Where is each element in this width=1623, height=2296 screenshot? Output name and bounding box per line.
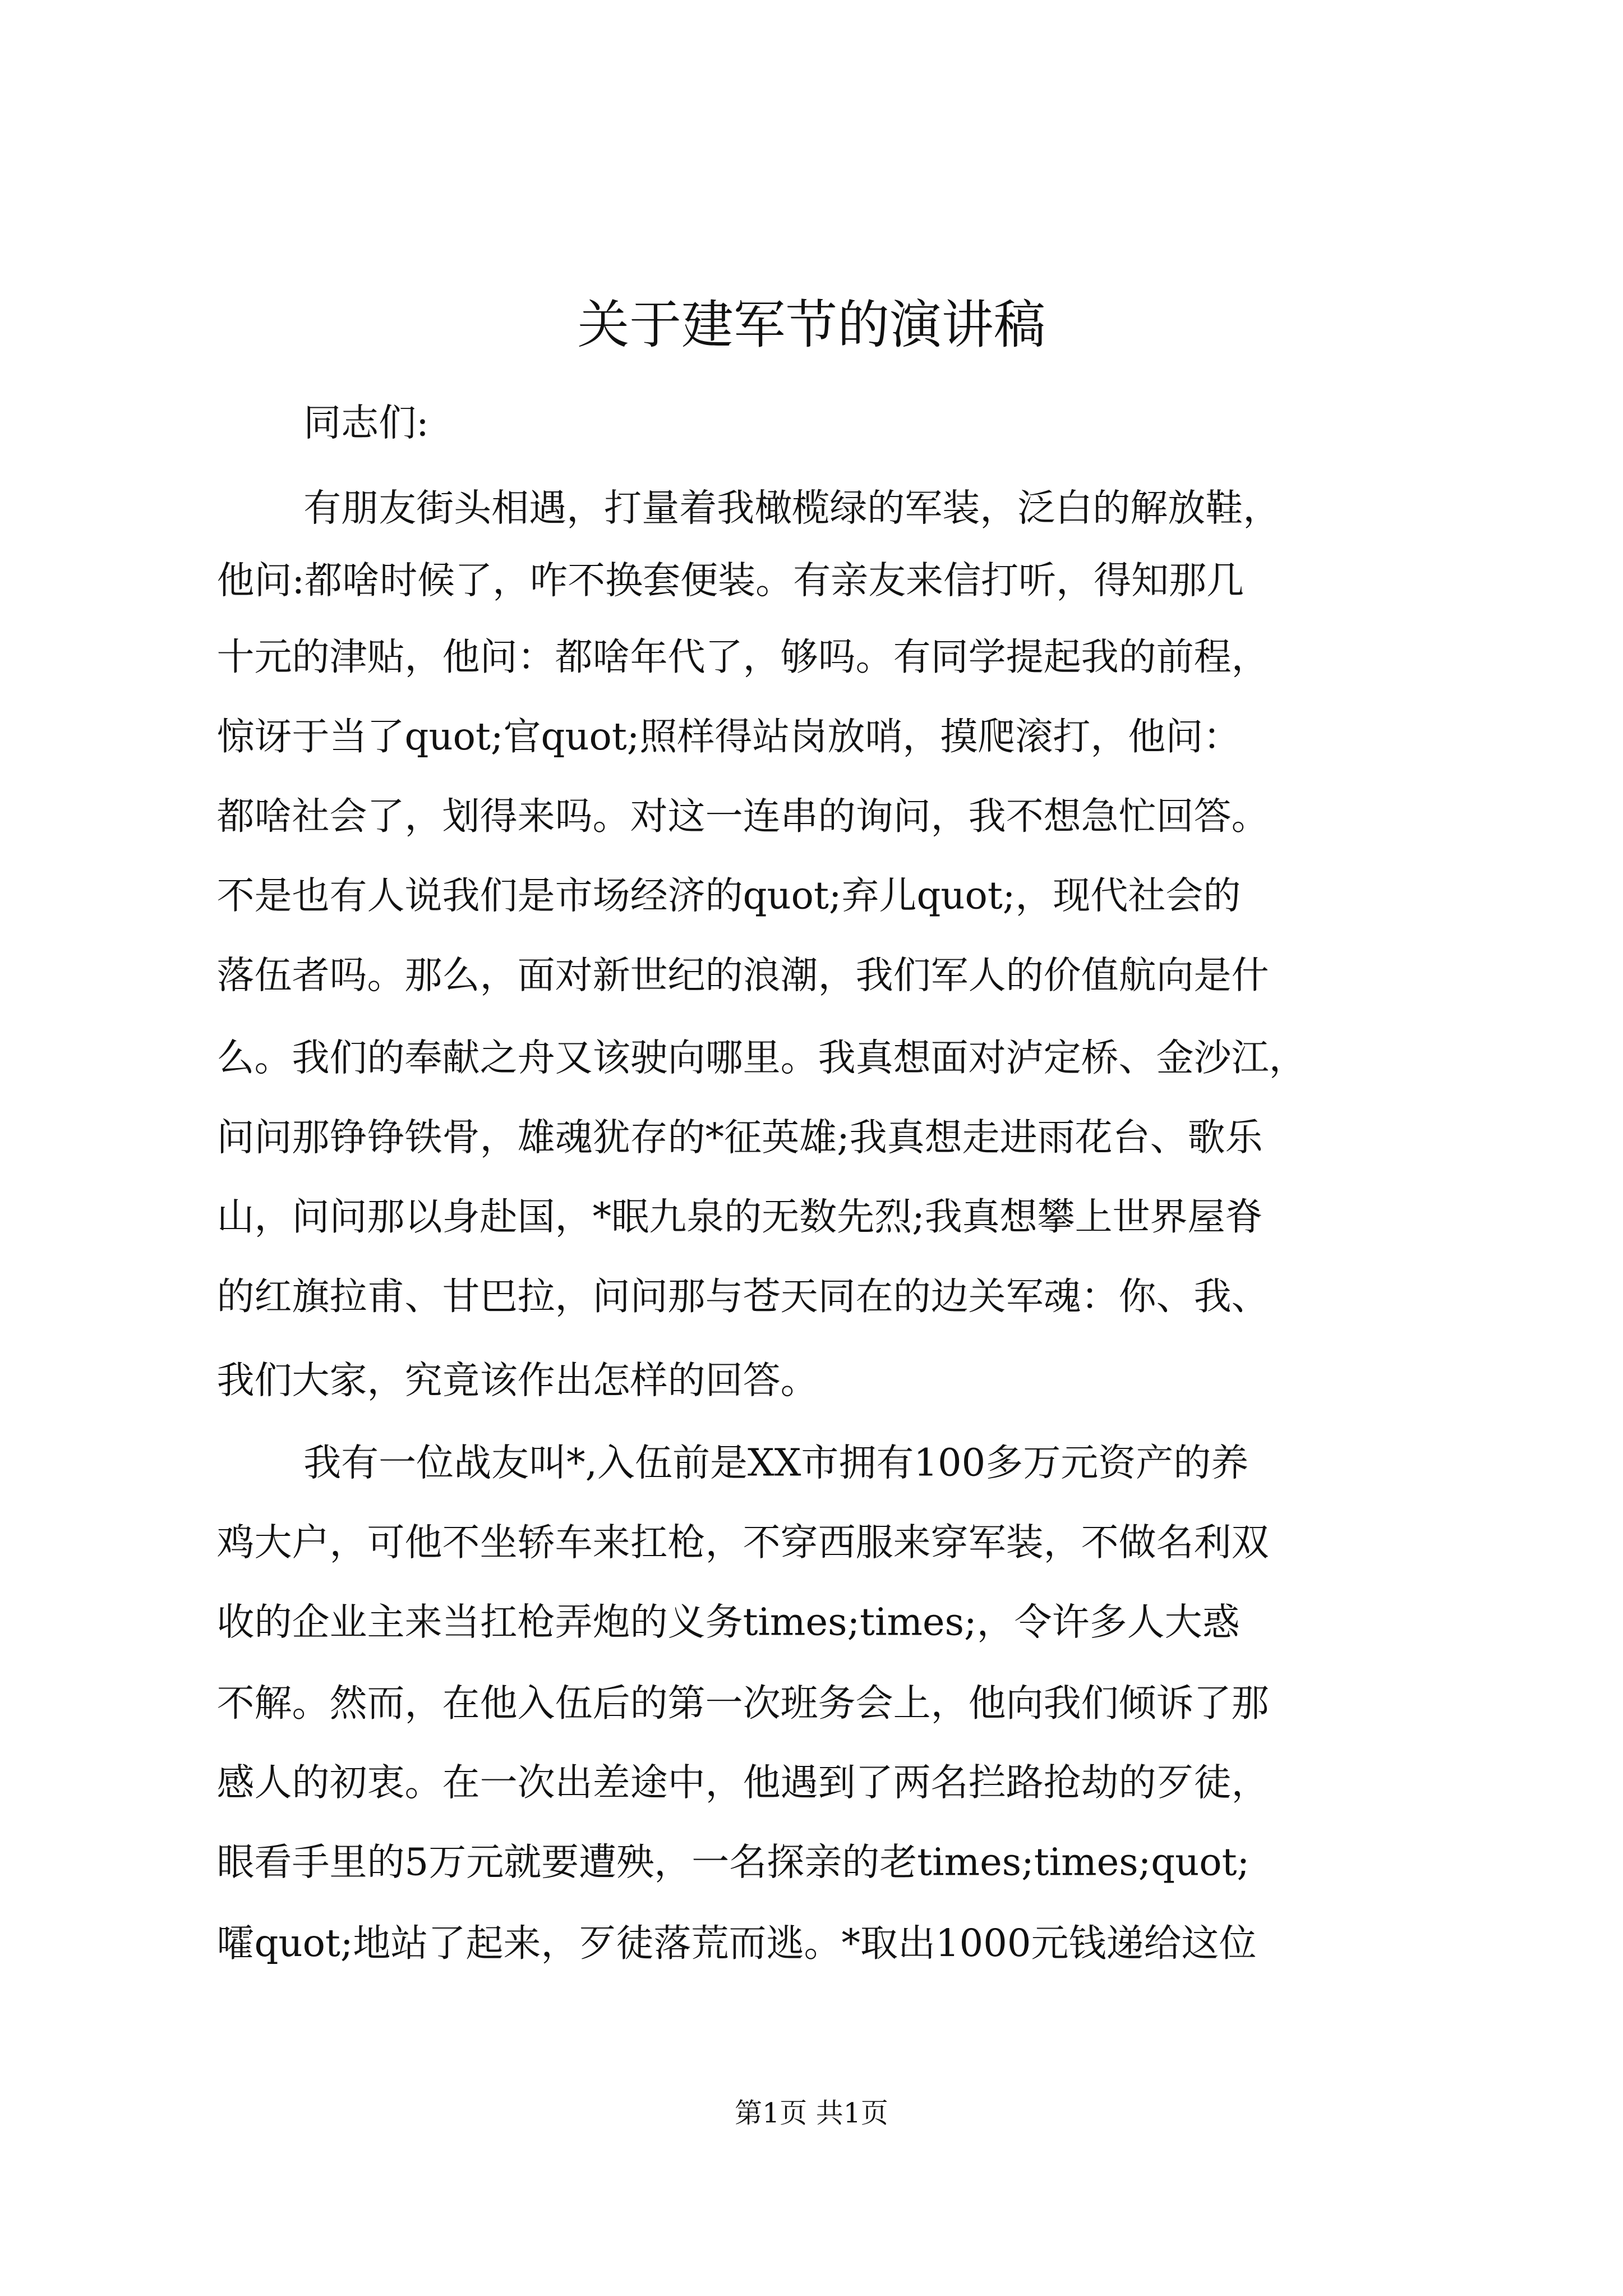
paragraph-line: 他问:都啥时候了，咋不换套便装。有亲友来信打听，得知那几 [216,560,1244,604]
paragraph-line: 我有一位战友叫*,入伍前是XX市拥有100多万元资产的养 [303,1442,1249,1486]
paragraph-line: 惊讶于当了quot;官quot;照样得站岗放哨，摸爬滚打，他问： [216,716,1241,760]
paragraph-line: 都啥社会了，划得来吗。对这一连串的询问，我不想急忙回答。 [216,795,1269,839]
salutation: 同志们: [303,402,429,446]
document-title: 关于建军节的演讲稿 [577,296,1046,356]
paragraph-line: 我们大家，究竟该作出怎样的回答。 [216,1360,818,1404]
paragraph-line: 收的企业主来当扛枪弄炮的义务times;times;，令许多人大惑 [216,1602,1240,1645]
paragraph-line: 有朋友街头相遇，打量着我橄榄绿的军装，泛白的解放鞋， [303,487,1281,531]
paragraph-line: 鸡大户，可他不坐轿车来扛枪，不穿西服来穿军装，不做名利双 [216,1522,1269,1566]
paragraph-line: 的红旗拉甫、甘巴拉，问问那与苍天同在的边关军魂：你、我、 [216,1276,1269,1320]
page-footer: 第1页 共1页 [735,2097,888,2130]
paragraph-line: 落伍者吗。那么，面对新世纪的浪潮，我们军人的价值航向是什 [216,955,1269,999]
paragraph-line: 不解。然而，在他入伍后的第一次班务会上，他向我们倾诉了那 [216,1682,1269,1726]
paragraph-line: 问问那铮铮铁骨，雄魂犹存的*征英雄;我真想走进雨花台、歌乐 [216,1117,1263,1161]
paragraph-line: 嚯quot;地站了起来，歹徒落荒而逃。*取出1000元钱递给这位 [216,1922,1257,1966]
paragraph-line: 不是也有人说我们是市场经济的quot;弃儿quot;，现代社会的 [216,875,1241,919]
paragraph-line: 山，问问那以身赴国，*眠九泉的无数先烈;我真想攀上世界屋脊 [216,1196,1263,1240]
paragraph-line: 感人的初衷。在一次出差途中，他遇到了两名拦路抢劫的歹徒， [216,1762,1269,1806]
paragraph-line: 十元的津贴，他问：都啥年代了，够吗。有同学提起我的前程， [216,636,1269,680]
paragraph-line: 眼看手里的5万元就要遭殃，一名探亲的老times;times;quot; [216,1842,1250,1885]
paragraph-line: 么。我们的奉献之舟又该驶向哪里。我真想面对泸定桥、金沙江， [216,1037,1307,1081]
